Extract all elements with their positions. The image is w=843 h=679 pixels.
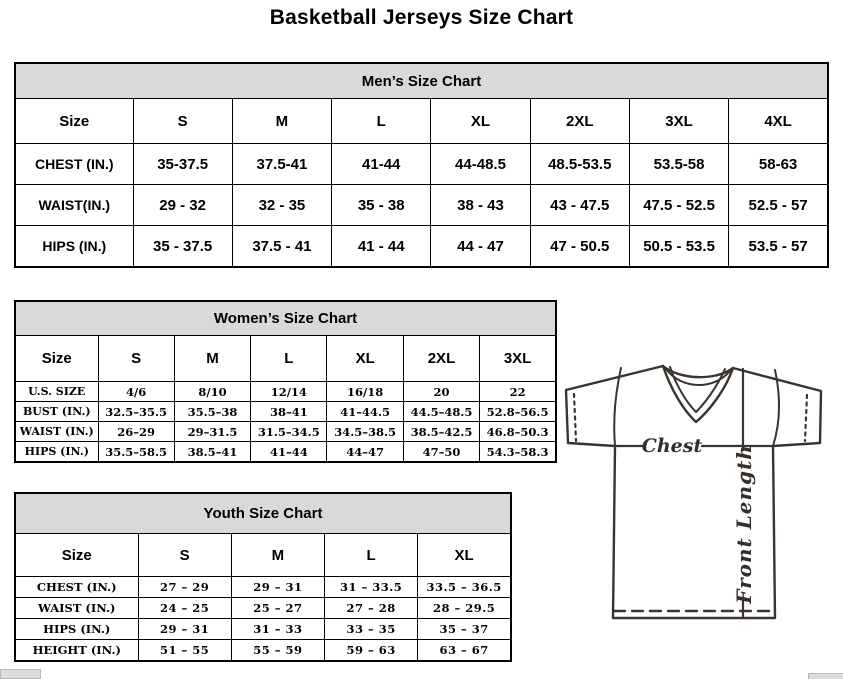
women-table-cell: 31.5–34.5	[251, 422, 327, 442]
men-table-cell: 53.5-58	[629, 144, 728, 185]
men-table-cell: 29 - 32	[133, 185, 232, 226]
youth-row-label: CHEST (IN.)	[15, 577, 138, 598]
women-table-cell: 4/6	[98, 382, 174, 402]
mens-size-table	[14, 62, 829, 268]
youth-table-cell: 29 – 31	[138, 619, 231, 640]
women-column-header: XL	[327, 336, 403, 382]
men-table-row	[15, 185, 828, 226]
women-table-cell: 46.8–50.3	[480, 422, 556, 442]
women-table-cell: 20	[403, 382, 479, 402]
men-column-header: XL	[431, 99, 530, 144]
jersey-body-outline	[566, 366, 821, 618]
youth-table-row	[15, 640, 511, 662]
youth-table-cell: 55 – 59	[231, 640, 324, 662]
men-table-cell: 35 - 37.5	[133, 226, 232, 268]
men-table-cell: 47.5 - 52.5	[629, 185, 728, 226]
men-row-label: CHEST (IN.)	[15, 144, 133, 185]
sleeve-cuff-dash-right	[805, 395, 807, 441]
youth-table-cell: 29 – 31	[231, 577, 324, 598]
men-table-cell: 38 - 43	[431, 185, 530, 226]
women-table-row	[15, 442, 556, 463]
chest-label: Chest	[641, 435, 703, 457]
women-table-cell: 54.3–58.3	[480, 442, 556, 463]
youth-table-cell: 59 – 63	[325, 640, 418, 662]
men-table-row	[15, 144, 828, 185]
youth-table-cell: 28 – 29.5	[418, 598, 511, 619]
sleeve-cuff-dash-left	[574, 394, 576, 441]
men-table-cell: 52.5 - 57	[729, 185, 828, 226]
women-column-header: S	[98, 336, 174, 382]
men-column-header: L	[332, 99, 431, 144]
women-table-title: Women’s Size Chart	[15, 301, 556, 336]
women-table-row	[15, 402, 556, 422]
womens-size-table	[14, 300, 557, 463]
jersey-armhole-seam-right	[773, 370, 779, 446]
jersey-measurement-diagram	[560, 360, 842, 628]
women-table-cell: 35.5–58.5	[98, 442, 174, 463]
women-table-cell: 44–47	[327, 442, 403, 463]
youth-column-header: L	[325, 534, 418, 577]
women-table-cell: 16/18	[327, 382, 403, 402]
women-table-cell: 29–31.5	[174, 422, 250, 442]
youth-column-header-row	[15, 534, 511, 577]
youth-row-label: WAIST (IN.)	[15, 598, 138, 619]
men-column-header-row	[15, 99, 828, 144]
men-row-label: WAIST(IN.)	[15, 185, 133, 226]
men-table-cell: 44 - 47	[431, 226, 530, 268]
women-table-cell: 47–50	[403, 442, 479, 463]
women-table-cell: 44.5–48.5	[403, 402, 479, 422]
women-table-cell: 41–44.5	[327, 402, 403, 422]
women-column-header: 3XL	[480, 336, 556, 382]
women-table-cell: 38.5–41	[174, 442, 250, 463]
men-column-header: M	[232, 99, 331, 144]
women-column-header: 2XL	[403, 336, 479, 382]
youth-column-header: S	[138, 534, 231, 577]
women-row-label: U.S. SIZE	[15, 382, 98, 402]
women-table-cell: 41–44	[251, 442, 327, 463]
youth-column-header: M	[231, 534, 324, 577]
men-column-header: S	[133, 99, 232, 144]
men-table-cell: 43 - 47.5	[530, 185, 629, 226]
men-table-cell: 58-63	[729, 144, 828, 185]
youth-table-title: Youth Size Chart	[15, 493, 511, 534]
women-column-header: Size	[15, 336, 98, 382]
men-column-header: 2XL	[530, 99, 629, 144]
women-table-cell: 34.5–38.5	[327, 422, 403, 442]
women-column-header-row	[15, 336, 556, 382]
youth-row-label: HIPS (IN.)	[15, 619, 138, 640]
women-table-cell: 35.5–38	[174, 402, 250, 422]
women-table-cell: 38.5–42.5	[403, 422, 479, 442]
youth-table-row	[15, 577, 511, 598]
women-table-cell: 22	[480, 382, 556, 402]
youth-size-table	[14, 492, 512, 662]
men-table-cell: 37.5-41	[232, 144, 331, 185]
men-table-cell: 53.5 - 57	[729, 226, 828, 268]
youth-table-cell: 33.5 – 36.5	[418, 577, 511, 598]
youth-table-cell: 35 – 37	[418, 619, 511, 640]
men-table-cell: 50.5 - 53.5	[629, 226, 728, 268]
youth-table-row	[15, 598, 511, 619]
youth-table-cell: 31 – 33	[231, 619, 324, 640]
women-table-row	[15, 422, 556, 442]
women-column-header: L	[251, 336, 327, 382]
women-table-title-row	[15, 301, 556, 336]
youth-column-header: Size	[15, 534, 138, 577]
men-row-label: HIPS (IN.)	[15, 226, 133, 268]
men-table-cell: 48.5-53.5	[530, 144, 629, 185]
youth-table-cell: 27 – 28	[325, 598, 418, 619]
men-table-cell: 47 - 50.5	[530, 226, 629, 268]
women-table-cell: 8/10	[174, 382, 250, 402]
front-length-label: Front Length	[732, 444, 756, 604]
men-table-cell: 41-44	[332, 144, 431, 185]
women-column-header: M	[174, 336, 250, 382]
women-table-cell: 52.8–56.5	[480, 402, 556, 422]
youth-table-cell: 25 – 27	[231, 598, 324, 619]
youth-table-cell: 24 – 25	[138, 598, 231, 619]
women-table-cell: 12/14	[251, 382, 327, 402]
men-table-cell: 37.5 - 41	[232, 226, 331, 268]
women-row-label: BUST (IN.)	[15, 402, 98, 422]
men-table-row	[15, 226, 828, 268]
youth-table-row	[15, 619, 511, 640]
men-table-title: Men’s Size Chart	[15, 63, 828, 99]
youth-table-cell: 51 – 55	[138, 640, 231, 662]
women-row-label: WAIST (IN.)	[15, 422, 98, 442]
youth-column-header: XL	[418, 534, 511, 577]
men-table-cell: 35 - 38	[332, 185, 431, 226]
youth-row-label: HEIGHT (IN.)	[15, 640, 138, 662]
women-row-label: HIPS (IN.)	[15, 442, 98, 463]
women-table-cell: 38–41	[251, 402, 327, 422]
youth-table-cell: 31 – 33.5	[325, 577, 418, 598]
horizontal-scrollbar-fragment-right[interactable]	[808, 673, 843, 679]
page-title: Basketball Jerseys Size Chart	[269, 6, 574, 29]
jersey-outline-drawing	[560, 360, 842, 628]
youth-table-cell: 63 – 67	[418, 640, 511, 662]
horizontal-scrollbar-fragment-left[interactable]	[0, 669, 41, 679]
youth-table-title-row	[15, 493, 511, 534]
men-table-cell: 41 - 44	[332, 226, 431, 268]
women-table-cell: 32.5–35.5	[98, 402, 174, 422]
men-table-cell: 32 - 35	[232, 185, 331, 226]
women-table-cell: 26–29	[98, 422, 174, 442]
women-table-row	[15, 382, 556, 402]
men-column-header: 4XL	[729, 99, 828, 144]
youth-table-cell: 33 – 35	[325, 619, 418, 640]
jersey-armhole-seam-left	[614, 368, 621, 446]
youth-table-cell: 27 – 29	[138, 577, 231, 598]
men-table-title-row	[15, 63, 828, 99]
men-table-cell: 44-48.5	[431, 144, 530, 185]
men-column-header: 3XL	[629, 99, 728, 144]
men-column-header: Size	[15, 99, 133, 144]
men-table-cell: 35-37.5	[133, 144, 232, 185]
